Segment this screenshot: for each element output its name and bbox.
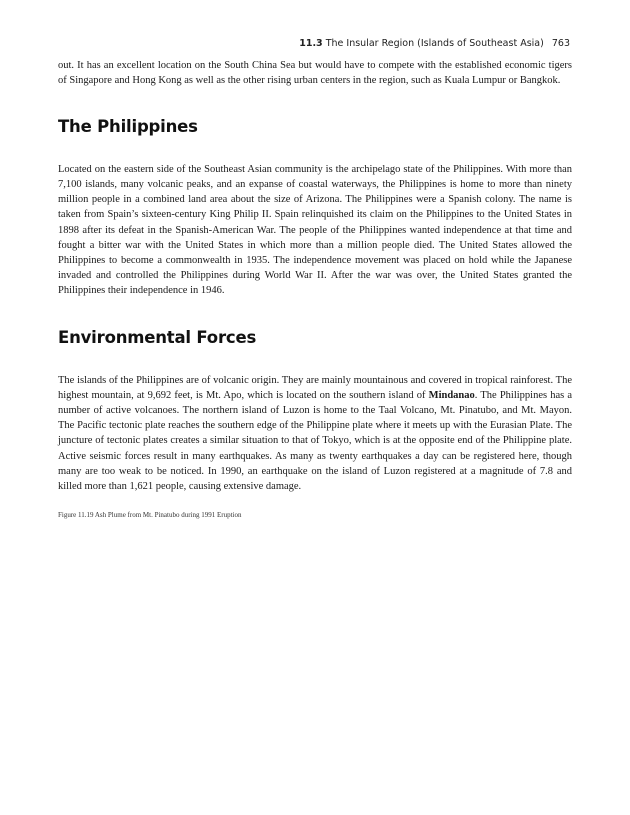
env-text-after-term: . The Philippines has a number of active volcanoes. The northern island of Luzon is home to the Taal Volcano, Mt. Pinatubo, and Mt. Mayon. The Pacific tectonic plate reaches the southern edge of the Philippine plate where it meets up with the Eurasian Plate. The juncture of tectonic plates creates a similar situation to that of Tokyo, which is at the opposite end of the Philippine plate. Active seismic forces result in many earthquakes. As many as twenty earthquakes a day can be registered here, though many are too weak to be noticed. In 1990, an earthquake on the island of Luzon registered at a magnitude of 7.8 and killed more than 1,621 people, causing extensive damage. (58, 390, 572, 492)
running-head (299, 38, 570, 49)
page-number: 763 (551, 38, 570, 49)
page-content (58, 58, 572, 519)
figure-caption: Figure 11.19 Ash Plume from Mt. Pinatubo during 1991 Eruption (58, 510, 242, 519)
running-head-section: 11.3 (299, 38, 323, 49)
running-head-title: The Insular Region (Islands of Southeast Asia) (325, 38, 544, 49)
heading-the-philippines: The Philippines (58, 117, 198, 137)
intro-paragraph: out. It has an excellent location on the South China Sea but would have to compete with the established economic tigers of Singapore and Hong Kong as well as the other rising urban centers in the region, such as Kuala Lumpur or Bangkok. (58, 60, 572, 87)
heading-environmental-forces: Environmental Forces (58, 328, 257, 348)
env-text-before-term: The islands of the Philippines are of volcanic origin. They are mainly mountainous and covered in tropical rainforest. The highest mountain, at 9,692 feet, is Mt. Apo, which is located on the southern island of (58, 375, 572, 402)
key-term-mindanao[interactable]: Mindanao (428, 390, 475, 402)
philippines-paragraph: Located on the eastern side of the Southeast Asian community is the archipelago state of the Philippines. With more than 7,100 islands, many volcanic peaks, and an expanse of coastal waterways, the Philippines is home to more than ninety million people in a combined land area about the size of Arizona. The Philippines were a Spanish colony. The name is taken from Spain’s sixteen-century King Philip II. Spain relinquished its claim on the Philippines to the United States in 1898 after its defeat in the Spanish-American War. The people of the Philippines wanted independence at that time and fought a bitter war with the United States in which more than a million people died. The United States allowed the Philippines to become a commonwealth in 1935. The independence movement was placed on hold while the Japanese invaded and controlled the Philippines during World War II. After the war was over, the United States granted the Philippines their independence in 1946. (58, 164, 572, 296)
environmental-forces-paragraph (58, 373, 572, 494)
